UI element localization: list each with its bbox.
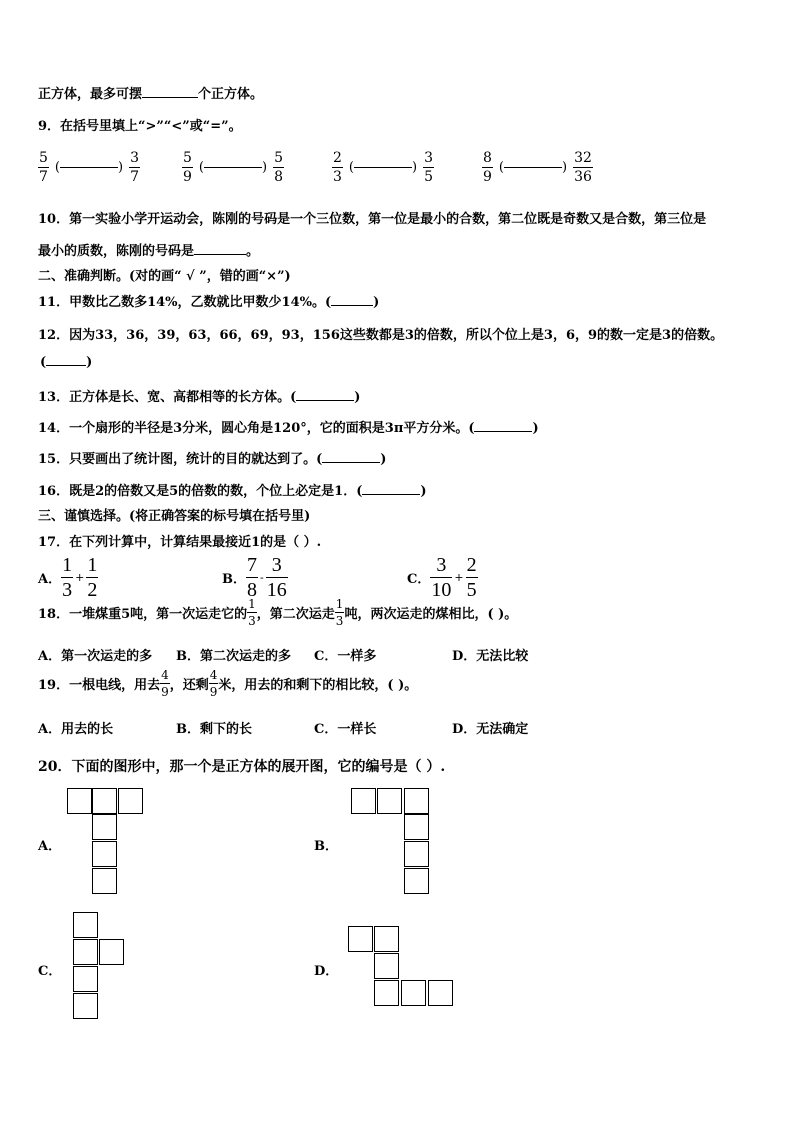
q13 — [38, 386, 360, 405]
net-square — [92, 841, 117, 867]
q14 — [38, 417, 539, 436]
q18-text-mid: ，第二次运走 — [256, 607, 335, 622]
q8-text-post: 个正方体。 — [198, 87, 264, 102]
fraction: 4 9 — [209, 668, 218, 699]
q16 — [38, 480, 427, 499]
answer-blank[interactable] — [331, 305, 373, 306]
operator: - — [260, 571, 264, 584]
q18-option-c[interactable]: C．一样多 — [314, 649, 377, 664]
q15-text: 15．只要画出了统计图，统计的目的就达到了。( — [38, 452, 323, 467]
q17-stem: 17．在下列计算中，计算结果最接近1的是（ ）. — [38, 535, 322, 550]
fraction: 3 7 — [130, 150, 139, 185]
q18-text-post: 吨，两次运走的煤相比，( )。 — [344, 607, 518, 622]
net-square — [404, 868, 429, 894]
answer-blank[interactable] — [46, 365, 86, 366]
q20-label-c[interactable]: C． — [38, 964, 62, 979]
section-2-heading: 二、准确判断。(对的画“ √ ”，错的画“×”) — [38, 269, 291, 284]
fraction: 3 10 — [431, 554, 452, 601]
net-square — [73, 939, 98, 965]
q20-label-d[interactable]: D． — [314, 964, 339, 979]
fraction: 3 5 — [424, 150, 433, 185]
answer-blank[interactable] — [204, 167, 262, 168]
q17-option-b[interactable] — [222, 555, 288, 600]
close-paren: ) — [380, 452, 387, 467]
net-square — [374, 926, 399, 952]
net-square — [73, 993, 98, 1019]
fraction: 8 9 — [483, 150, 492, 185]
fraction: 5 8 — [274, 150, 283, 185]
net-square — [67, 788, 92, 814]
answer-blank[interactable] — [142, 97, 198, 98]
fraction: 2 3 — [333, 150, 342, 185]
fraction: 4 9 — [161, 668, 169, 699]
q18-option-a[interactable]: A．第一次运走的多 — [38, 649, 153, 664]
option-label: B． — [222, 572, 246, 587]
answer-blank[interactable] — [504, 167, 562, 168]
option-label: A． — [38, 572, 62, 587]
fraction: 1 3 — [62, 554, 73, 601]
fraction: 1 2 — [87, 554, 98, 601]
q12-answer — [40, 355, 92, 370]
net-square — [428, 980, 453, 1006]
q19-option-d[interactable]: D．无法确定 — [452, 722, 529, 737]
close-paren: ) — [532, 421, 539, 436]
option-label: C． — [407, 572, 431, 587]
fraction: 5 9 — [183, 150, 192, 185]
net-square — [404, 788, 429, 814]
q19-option-c[interactable]: C．一样长 — [314, 722, 377, 737]
close-paren: ) — [86, 355, 93, 370]
net-square — [351, 788, 376, 814]
q11-text: 11．甲数比乙数多14%，乙数就比甲数少14%。( — [38, 295, 332, 310]
q19-option-b[interactable]: B．剩下的长 — [176, 722, 252, 737]
q9-compare-1: 5 7 ( ) 3 7 — [39, 150, 139, 185]
net-square — [374, 953, 399, 979]
q8-tail — [38, 83, 263, 102]
net-square — [404, 841, 429, 867]
net-square — [348, 926, 373, 952]
q19-text-post: 米，用去的和剩下的相比较，( )。 — [218, 678, 418, 693]
q18-option-d[interactable]: D．无法比较 — [452, 649, 529, 664]
q13-text: 13．正方体是长、宽、高都相等的长方体。( — [38, 390, 297, 405]
answer-blank[interactable] — [322, 462, 380, 463]
answer-blank[interactable] — [60, 167, 118, 168]
fraction: 32 36 — [574, 150, 592, 185]
section-3-heading: 三、谨慎选择。(将正确答案的标号填在括号里) — [38, 509, 311, 524]
close-paren: ) — [354, 390, 361, 405]
q15 — [38, 448, 386, 467]
net-square — [99, 939, 124, 965]
q20-label-a[interactable]: A． — [38, 839, 62, 854]
q10-line2 — [38, 240, 259, 259]
close-paren: ) — [373, 295, 380, 310]
q18-text-pre: 18．一堆煤重5吨，第一次运走它的 — [38, 607, 248, 622]
answer-blank[interactable] — [474, 431, 532, 432]
answer-blank[interactable] — [296, 400, 354, 401]
q19-stem — [38, 669, 417, 698]
net-square — [73, 912, 98, 938]
answer-blank[interactable] — [194, 254, 246, 255]
net-square — [92, 868, 117, 894]
q14-text: 14．一个扇形的半径是3分米，圆心角是120°，它的面积是3π平方分米。( — [38, 421, 475, 436]
q17-option-c[interactable] — [407, 555, 478, 600]
fraction: 1 3 — [335, 597, 344, 628]
q12-line1: 12．因为33，36，39，63，66，69，93，156这些数都是3的倍数，所以个位上是3，6，9的数一定是3的倍数。 — [38, 328, 724, 343]
q19-text-mid: ，还剩 — [169, 678, 209, 693]
q9-stem: 9．在括号里填上“>”“<”或“=”。 — [38, 119, 242, 134]
fraction: 7 8 — [247, 554, 257, 601]
q16-text: 16．既是2的倍数又是5的倍数的数，个位上必定是1．( — [38, 484, 363, 499]
net-square — [92, 814, 117, 840]
q19-text-pre: 19．一根电线，用去 — [38, 678, 161, 693]
net-square — [404, 814, 429, 840]
fraction: 1 3 — [248, 597, 256, 628]
close-paren: ) — [420, 484, 427, 499]
q20-label-b[interactable]: B． — [314, 839, 338, 854]
q9-compare-4: 8 9 ( ) 32 36 — [483, 150, 592, 185]
q10-text-post: 。 — [246, 244, 260, 259]
fraction: 2 5 — [466, 554, 477, 601]
q9-compare-2: 5 9 ( ) 5 8 — [183, 150, 283, 185]
operator: + — [454, 571, 464, 584]
q18-stem — [38, 598, 517, 627]
net-square — [92, 788, 117, 814]
operator: + — [75, 571, 85, 584]
net-square — [118, 788, 143, 814]
answer-blank[interactable] — [354, 167, 412, 168]
q17-option-a[interactable] — [38, 555, 98, 600]
net-square — [73, 966, 98, 992]
q19-option-a[interactable]: A．用去的长 — [38, 722, 114, 737]
q10-text-pre: 最小的质数，陈刚的号码是 — [38, 244, 195, 259]
q18-option-b[interactable]: B．第二次运走的多 — [176, 649, 291, 664]
q11 — [38, 291, 379, 310]
q10-line1: 10．第一实验小学开运动会，陈刚的号码是一个三位数，第一位是最小的合数，第二位既是奇数又是合数，第三位是 — [38, 212, 707, 227]
fraction: 5 7 — [39, 150, 48, 185]
open-paren: ( — [40, 355, 47, 370]
net-square — [377, 788, 402, 814]
net-square — [374, 980, 399, 1006]
net-square — [401, 980, 426, 1006]
fraction: 3 16 — [266, 554, 287, 601]
answer-blank[interactable] — [362, 494, 420, 495]
q20-stem: 20．下面的图形中，那一个是正方体的展开图，它的编号是（ ）. — [38, 759, 446, 775]
q8-text-pre: 正方体，最多可摆 — [38, 87, 143, 102]
q9-compare-3: 2 3 ( ) 3 5 — [333, 150, 433, 185]
